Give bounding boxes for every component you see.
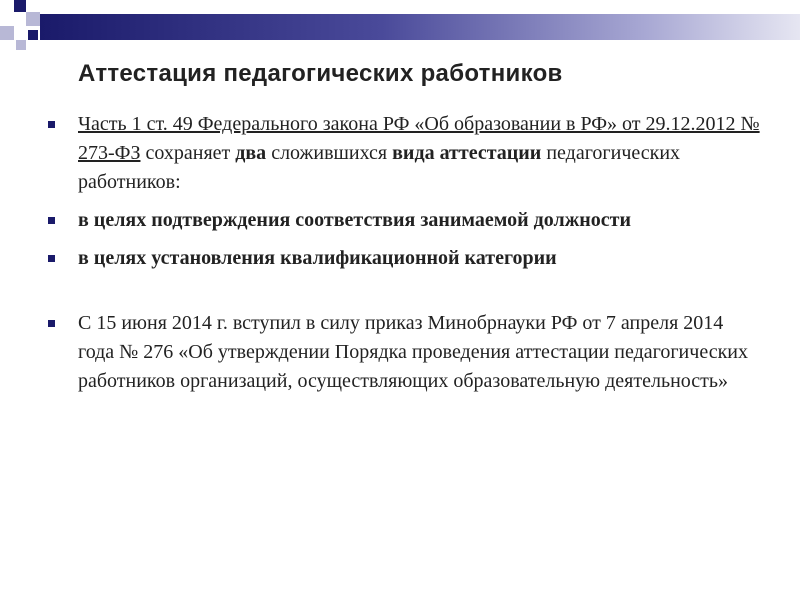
slide-title: Аттестация педагогических работников xyxy=(78,60,563,87)
header-band xyxy=(40,14,800,40)
text-segment: педагогических работников: xyxy=(78,142,681,193)
text-segment-bold: вида аттестации xyxy=(392,142,542,164)
square-bullet-icon xyxy=(48,121,55,128)
law-reference-link[interactable]: Часть 1 ст. 49 Федерального закона РФ «Об образовании в РФ» от 29.12.2012 № 273-ФЗ xyxy=(78,113,760,164)
text-segment: сложившихся xyxy=(266,142,393,164)
decor-square xyxy=(0,26,14,40)
slide-body xyxy=(44,110,764,405)
list-item xyxy=(44,206,764,235)
text-segment: сохраняет xyxy=(140,142,236,164)
paragraph-text: С 15 июня 2014 г. вступил в силу приказ Минобрнауки РФ от 7 апреля 2014 года № 276 «Об утверждении Порядка проведения аттестации педагогических работников организаций, осуществляющих образовательную деятельность» xyxy=(78,312,748,392)
list-item xyxy=(44,309,764,396)
list-item xyxy=(44,110,764,197)
decor-square xyxy=(16,40,26,50)
square-bullet-icon xyxy=(48,320,55,327)
text-segment-bold: два xyxy=(235,142,267,164)
list-item xyxy=(44,244,764,273)
decor-square xyxy=(14,0,26,12)
paragraph-text: в целях подтверждения соответствия занимаемой должности xyxy=(78,209,631,231)
decor-square xyxy=(28,30,38,40)
square-bullet-icon xyxy=(48,255,55,262)
decor-square xyxy=(26,12,40,26)
paragraph-text: в целях установления квалификационной категории xyxy=(78,247,557,269)
paragraph-text xyxy=(78,113,760,193)
square-bullet-icon xyxy=(48,217,55,224)
